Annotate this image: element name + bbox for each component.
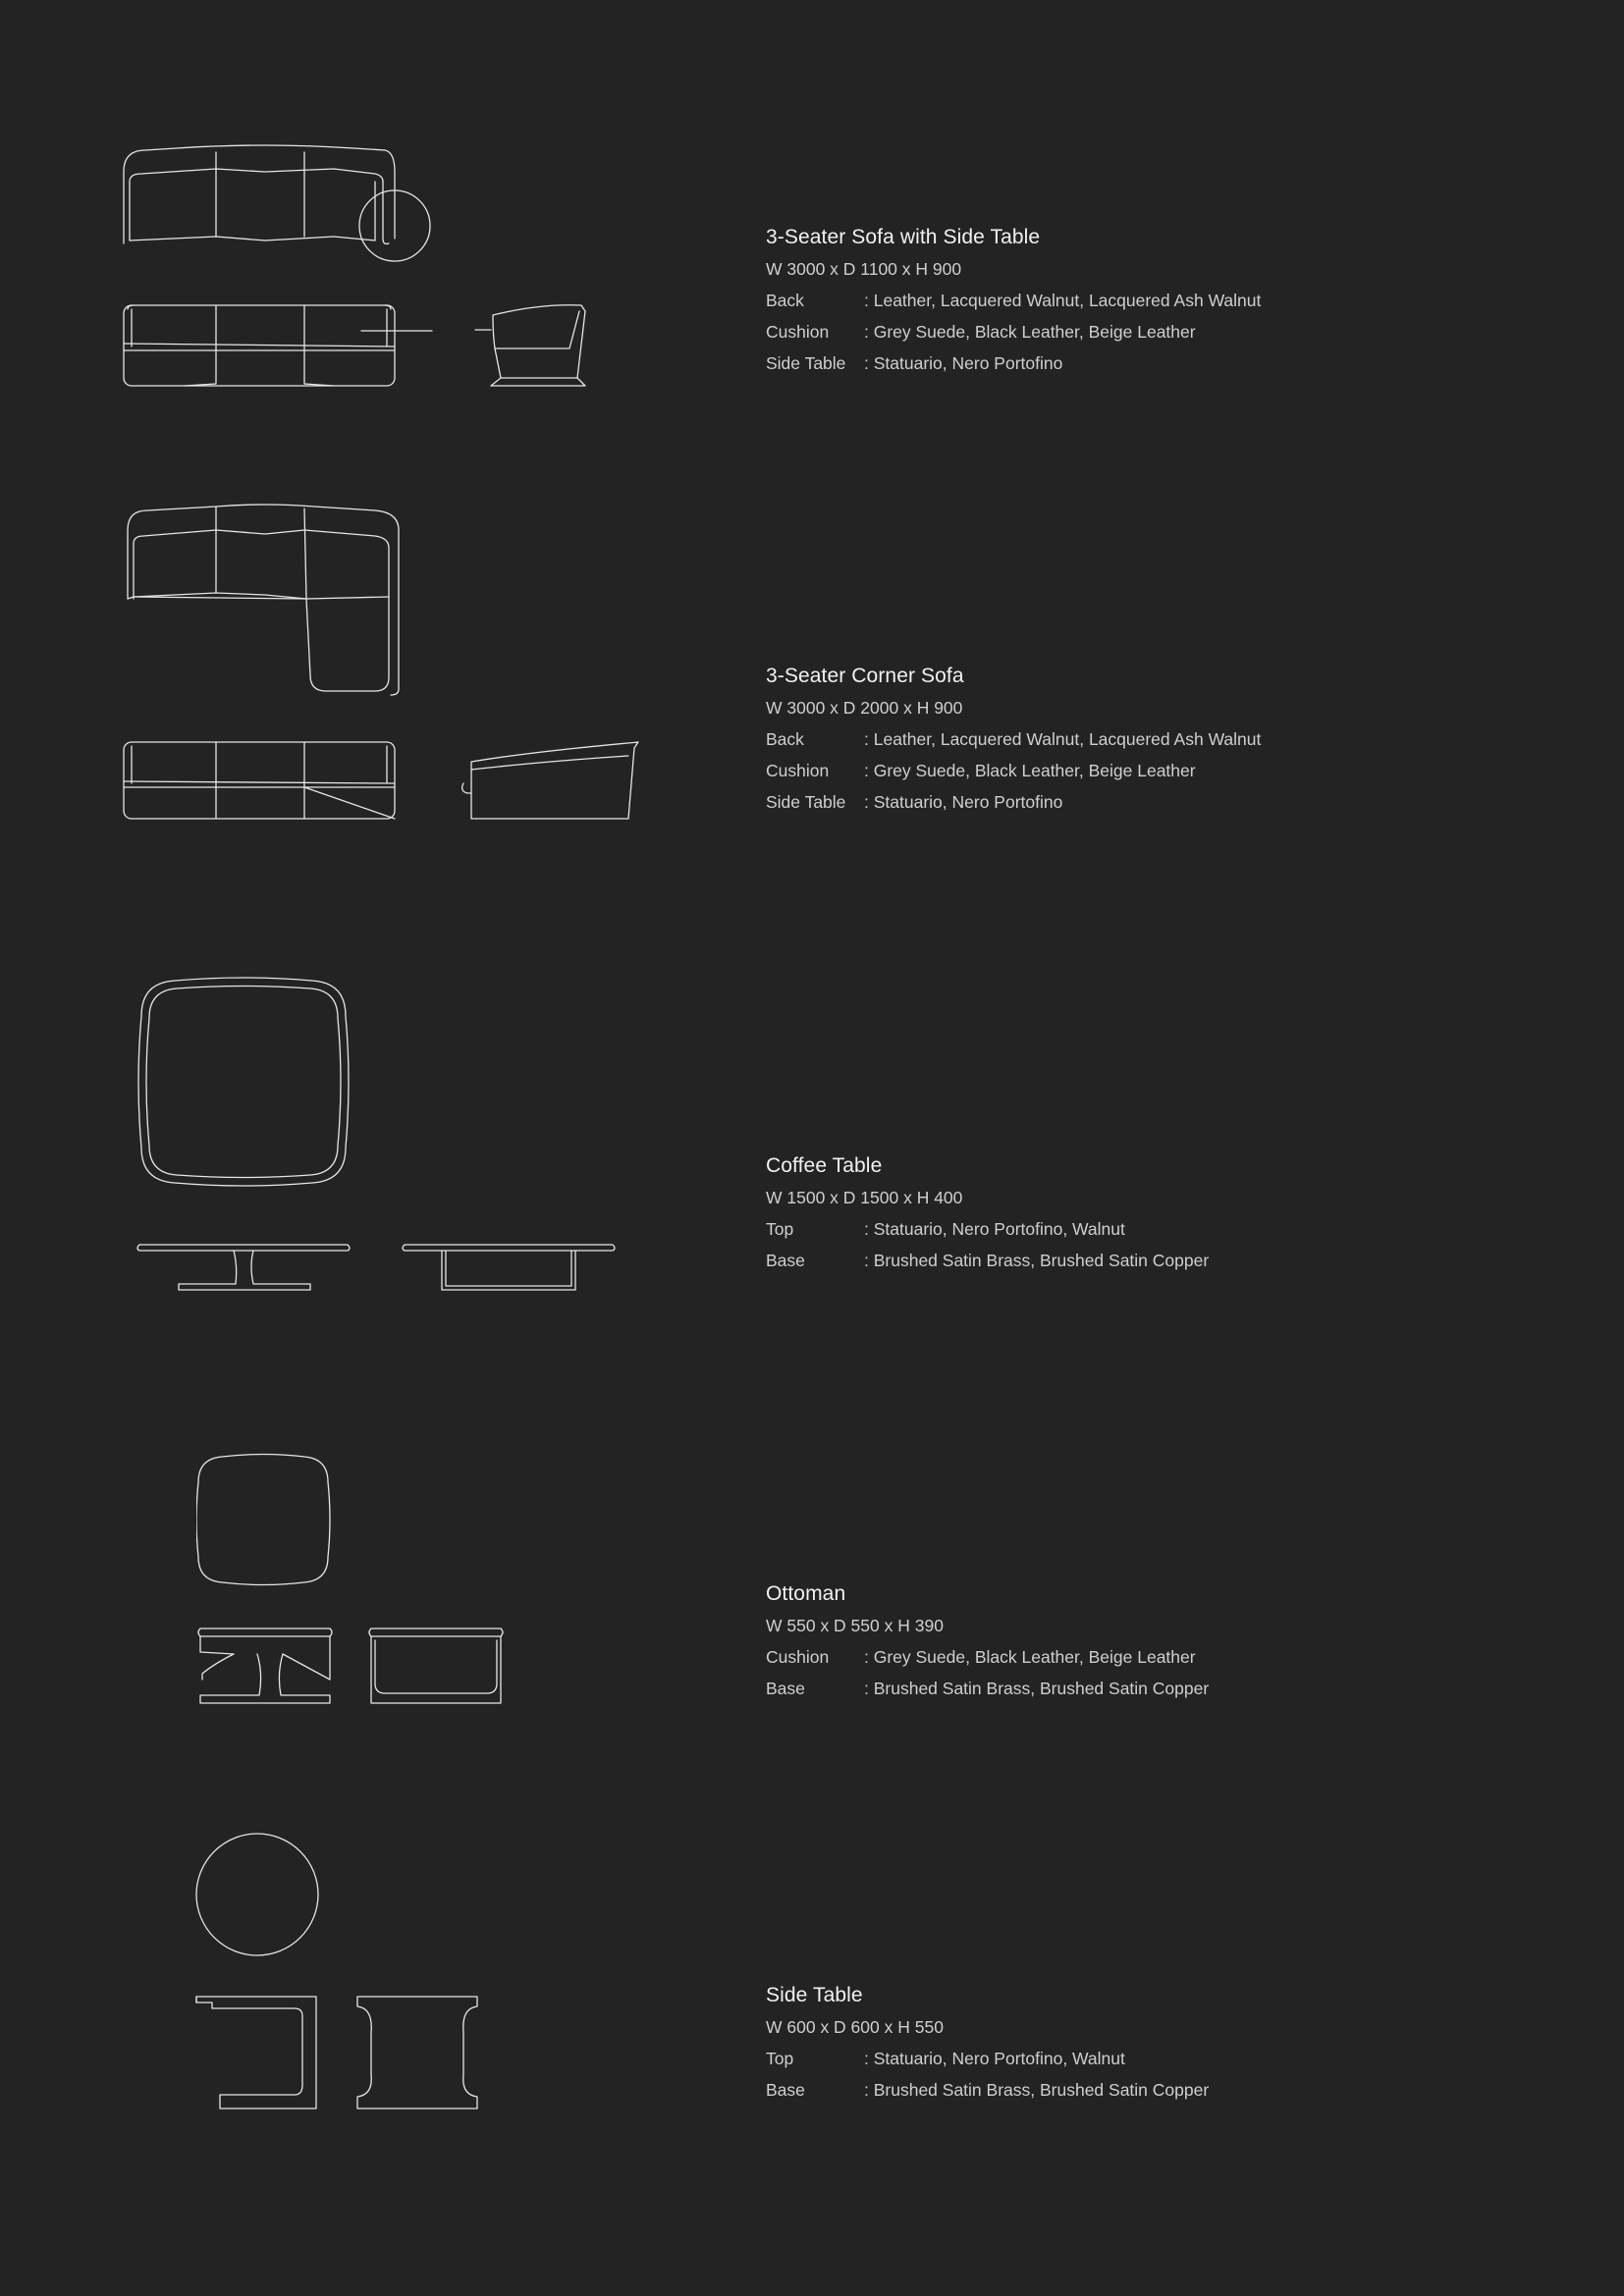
spec-value: : Brushed Satin Brass, Brushed Satin Copper: [864, 2080, 1210, 2100]
spec-value: : Brushed Satin Brass, Brushed Satin Copper: [864, 1251, 1210, 1270]
product-spec-coffee-table: [766, 1154, 1571, 1282]
spec-value: : Leather, Lacquered Walnut, Lacquered Ash Walnut: [864, 729, 1262, 749]
spec-label: Top: [766, 2049, 794, 2068]
product-spec-corner-sofa: [766, 665, 1571, 824]
spec-label: Base: [766, 1251, 805, 1270]
spec-label: Base: [766, 1679, 805, 1698]
spec-value: : Leather, Lacquered Walnut, Lacquered Ash Walnut: [864, 291, 1262, 310]
spec-row: [766, 1679, 1571, 1699]
product-title: 3-Seater Sofa with Side Table: [766, 226, 1041, 248]
side-table-plan-drawing: [192, 1830, 322, 1959]
product-spec-sofa-side-table: [766, 226, 1571, 385]
spec-value: : Statuario, Nero Portofino, Walnut: [864, 1219, 1125, 1239]
spec-row: [766, 2080, 1571, 2101]
product-dimensions: W 550 x D 550 x H 390: [766, 1616, 944, 1635]
spec-row: [766, 729, 1571, 750]
product-title: Coffee Table: [766, 1154, 883, 1177]
spec-label: Side Table: [766, 353, 846, 373]
product-title: 3-Seater Corner Sofa: [766, 665, 964, 687]
product-spec-ottoman: [766, 1582, 1571, 1710]
sofa-side-table-side-drawing: [471, 299, 599, 393]
spec-label: Cushion: [766, 322, 830, 342]
product-dimensions: W 3000 x D 1100 x H 900: [766, 259, 962, 279]
product-dimensions: W 3000 x D 2000 x H 900: [766, 698, 963, 718]
spec-value: : Statuario, Nero Portofino: [864, 353, 1063, 373]
spec-label: Side Table: [766, 792, 846, 812]
corner-sofa-side-drawing: [452, 736, 648, 825]
spec-row: [766, 761, 1571, 781]
spec-value: : Grey Suede, Black Leather, Beige Leather: [864, 1647, 1196, 1667]
spec-row: [766, 1251, 1571, 1271]
ottoman-front-drawing: [194, 1625, 342, 1713]
spec-label: Top: [766, 1219, 794, 1239]
ottoman-side-drawing: [365, 1625, 513, 1713]
product-spec-side-table: [766, 1984, 1571, 2111]
spec-row: [766, 1647, 1571, 1668]
spec-value: : Statuario, Nero Portofino, Walnut: [864, 2049, 1125, 2068]
side-table-side-drawing: [353, 1993, 483, 2114]
spec-value: : Brushed Satin Brass, Brushed Satin Copper: [864, 1679, 1210, 1698]
spec-value: : Grey Suede, Black Leather, Beige Leather: [864, 322, 1196, 342]
coffee-table-plan-drawing: [135, 977, 352, 1188]
spec-row: [766, 1219, 1571, 1240]
ottoman-plan-drawing: [196, 1451, 334, 1588]
product-dimensions: W 600 x D 600 x H 550: [766, 2017, 944, 2037]
spec-value: : Statuario, Nero Portofino: [864, 792, 1063, 812]
corner-sofa-plan-drawing: [118, 501, 412, 697]
corner-sofa-front-drawing: [118, 736, 412, 825]
spec-label: Cushion: [766, 761, 830, 780]
sofa-side-table-plan-drawing: [118, 142, 442, 265]
spec-row: [766, 291, 1571, 311]
spec-row: [766, 322, 1571, 343]
sofa-side-table-front-drawing: [118, 299, 442, 393]
coffee-table-front-drawing: [135, 1237, 361, 1296]
product-dimensions: W 1500 x D 1500 x H 400: [766, 1188, 963, 1207]
spec-value: : Grey Suede, Black Leather, Beige Leather: [864, 761, 1196, 780]
product-title: Side Table: [766, 1984, 863, 2006]
spec-row: [766, 792, 1571, 813]
spec-label: Back: [766, 291, 804, 310]
spec-label: Base: [766, 2080, 805, 2100]
spec-label: Cushion: [766, 1647, 830, 1667]
spec-row: [766, 2049, 1571, 2069]
product-title: Ottoman: [766, 1582, 846, 1605]
spec-label: Back: [766, 729, 804, 749]
coffee-table-side-drawing: [401, 1237, 626, 1296]
spec-row: [766, 353, 1571, 374]
side-table-front-drawing: [192, 1993, 322, 2114]
